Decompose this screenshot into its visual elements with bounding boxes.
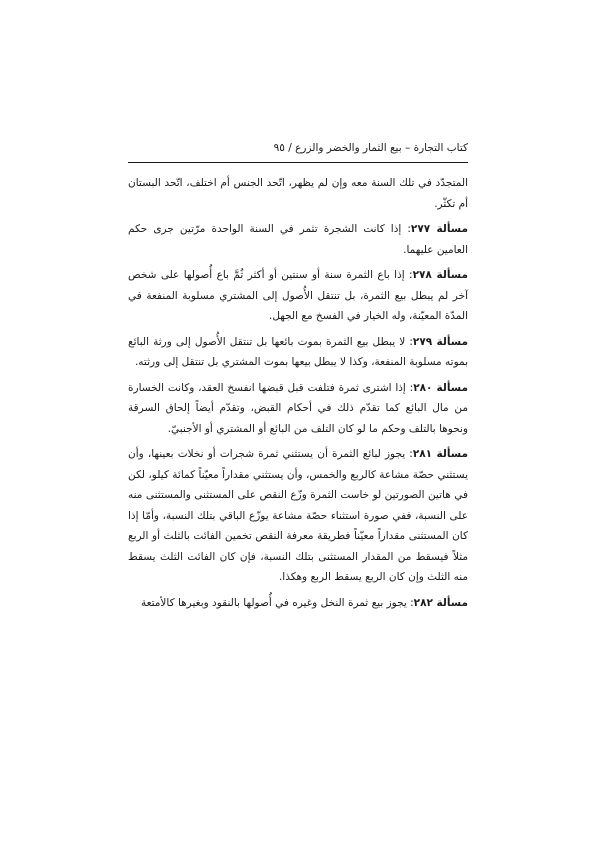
paragraph-text: المتجدّد في تلك السنة معه وإن لم يظهر، اتّحد الجنس أم اختلف، اتّحد البستان أم تكثّر.	[128, 177, 468, 210]
paragraph-text: : يجوز لبائع الثمرة أن يستثني ثمرة شجرات أو نخلات بعينها، وأن يستثني حصّة مشاعة كالربع والخمس، وأن يستثني مقداراً معيّناً كمائة كيلو، لكن في هاتين الصورتين لو خاست الثمرة وزّع النقص على المستثنى والمستثنى منه على النسبة، ففي صورة استثناء حصّة مشاعة يوزّع الباقي بتلك النسبة، وأمّا إذا كان المستثنى مقداراً معيّناً فطريقة معرفة النقص تخمين الفائت بالثلث أو الربع مثلاً فيسقط من المقدار المستثنى بتلك النسبة، فإن كان الفائت الثلث يسقط منه الثلث وإن كان الربع يسقط الربع وهكذا.	[128, 448, 468, 583]
running-header	[128, 140, 468, 163]
header-text: كتاب التجارة – بيع الثمار والخضر والزرع / ٩٥	[273, 142, 468, 154]
book-page	[128, 140, 468, 618]
paragraph	[128, 219, 468, 260]
paragraph-text: : يجوز بيع ثمرة النخل وغيره في أُصولها بالنقود وبغيرها كالأمتعة	[140, 596, 414, 609]
paragraph-text: : لا يبطل بيع الثمرة بموت بائعها بل تنتقل الأُصول إلى ورثة البائع بموته مسلوبة المنفعة، وكذا لا يبطل بيعها بموت المشتري بل تنتقل إلى ورثته.	[128, 335, 468, 368]
paragraph-text: : إذا باع الثمرة سنة أو سنتين أو أكثر ثُمَّ باع أُصولها على شخص آخر لم يبطل بيع الثمرة، بل تنتقل الأُصول إلى المشتري مسلوبة المنفعة في المدّة المعيّنة، وله الخيار في الفسخ مع الجهل.	[128, 269, 468, 322]
issue-label: مسألة ٢٨٠	[413, 381, 468, 394]
issue-label: مسألة ٢٧٧	[410, 223, 468, 235]
issue-label: مسألة ٢٨٢	[413, 596, 468, 609]
page-body	[128, 173, 468, 613]
issue-label: مسألة ٢٨١	[412, 448, 468, 460]
issue-label: مسألة ٢٧٨	[412, 269, 468, 281]
paragraph	[128, 444, 468, 588]
paragraph	[128, 173, 468, 214]
paragraph	[128, 265, 468, 327]
paragraph-text: : إذا اشترى ثمرة فتلفت قبل قبضها انفسخ العقد، وكانت الخسارة من مال البائع كما تقدّم ذلك في أحكام القبض، وتقدّم أيضاً إلحاق السرقة ونحوها بالتلف وحكم ما لو كان التلف من البائع أو المشتري أو الأجنبيّ.	[128, 381, 468, 435]
paragraph	[128, 593, 468, 614]
issue-label: مسألة ٢٧٩	[412, 335, 468, 348]
paragraph	[128, 378, 468, 440]
paragraph-text: : إذا كانت الشجرة تثمر في السنة الواحدة مرّتين جرى حكم العامين عليهما.	[128, 223, 468, 256]
paragraph	[128, 332, 468, 373]
